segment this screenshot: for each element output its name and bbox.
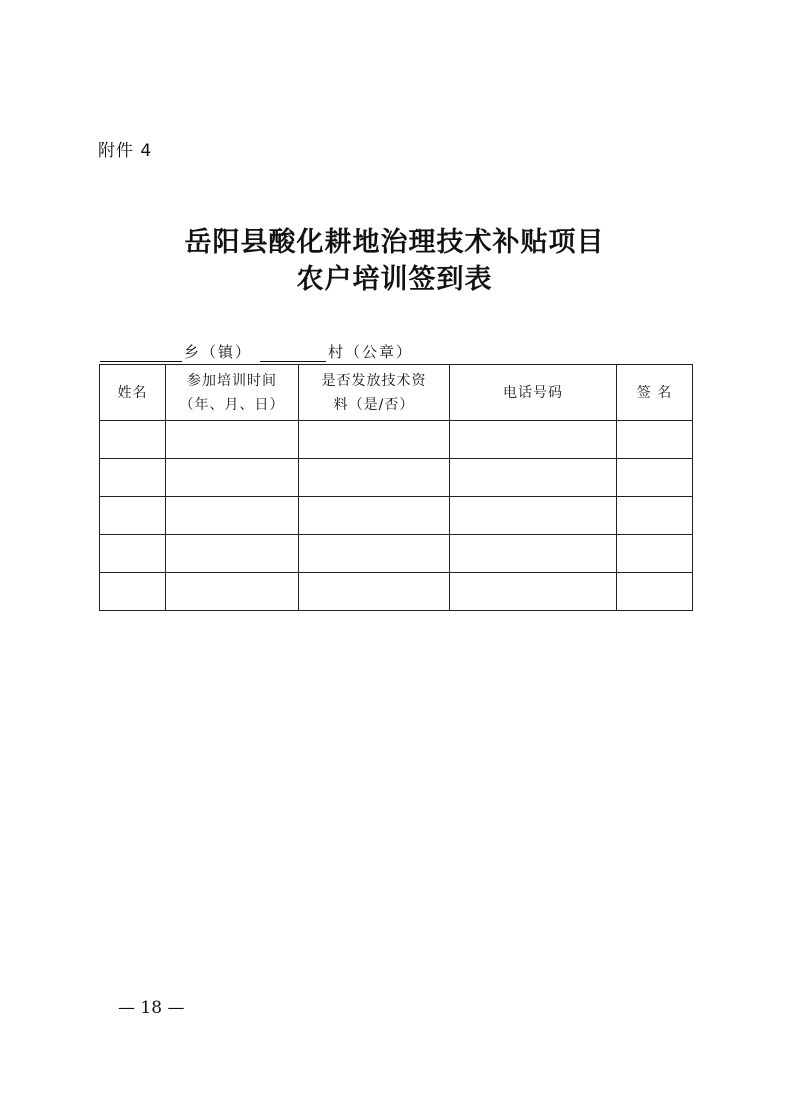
sign-in-table	[99, 364, 693, 611]
table-cell[interactable]	[100, 421, 166, 459]
table-cell[interactable]	[299, 573, 450, 611]
table-cell[interactable]	[299, 497, 450, 535]
table-cell[interactable]	[617, 459, 693, 497]
table-cell[interactable]	[166, 535, 299, 573]
document-title-line-1: 岳阳县酸化耕地治理技术补贴项目	[184, 227, 605, 258]
table-cell[interactable]	[450, 459, 617, 497]
village-blank[interactable]	[260, 343, 326, 362]
table-cell[interactable]	[617, 421, 693, 459]
table-cell[interactable]	[450, 421, 617, 459]
table-cell[interactable]	[299, 459, 450, 497]
header-signature: 签 名	[617, 365, 693, 421]
document-title-line-2: 农户培训签到表	[296, 264, 493, 295]
header-training-time: 参加培训时间 （年、月、日）	[166, 365, 299, 421]
table-cell[interactable]	[450, 535, 617, 573]
table-cell[interactable]	[100, 459, 166, 497]
village-label: 村（公章）	[328, 343, 414, 361]
township-label: 乡（镇）	[184, 343, 253, 361]
header-name: 姓名	[100, 365, 166, 421]
township-blank[interactable]	[100, 343, 182, 362]
table-cell[interactable]	[617, 535, 693, 573]
table-cell[interactable]	[100, 573, 166, 611]
table-cell[interactable]	[617, 573, 693, 611]
table-header-row	[100, 365, 693, 421]
table-cell[interactable]	[166, 573, 299, 611]
table-cell[interactable]	[166, 421, 299, 459]
header-phone: 电话号码	[450, 365, 617, 421]
table-cell[interactable]	[166, 459, 299, 497]
table-row	[100, 497, 693, 535]
table-cell[interactable]	[100, 535, 166, 573]
table-cell[interactable]	[450, 573, 617, 611]
table-row	[100, 459, 693, 497]
table-cell[interactable]	[299, 421, 450, 459]
table-row	[100, 573, 693, 611]
table-cell[interactable]	[166, 497, 299, 535]
table-row	[100, 421, 693, 459]
table-cell[interactable]	[450, 497, 617, 535]
attachment-label: 附件 4	[98, 141, 153, 161]
table-cell[interactable]	[617, 497, 693, 535]
header-materials-issued: 是否发放技术资 料（是/否）	[299, 365, 450, 421]
table-row	[100, 535, 693, 573]
table-cell[interactable]	[299, 535, 450, 573]
location-line	[100, 340, 415, 362]
page-number: — 18 —	[118, 998, 185, 1018]
table-cell[interactable]	[100, 497, 166, 535]
